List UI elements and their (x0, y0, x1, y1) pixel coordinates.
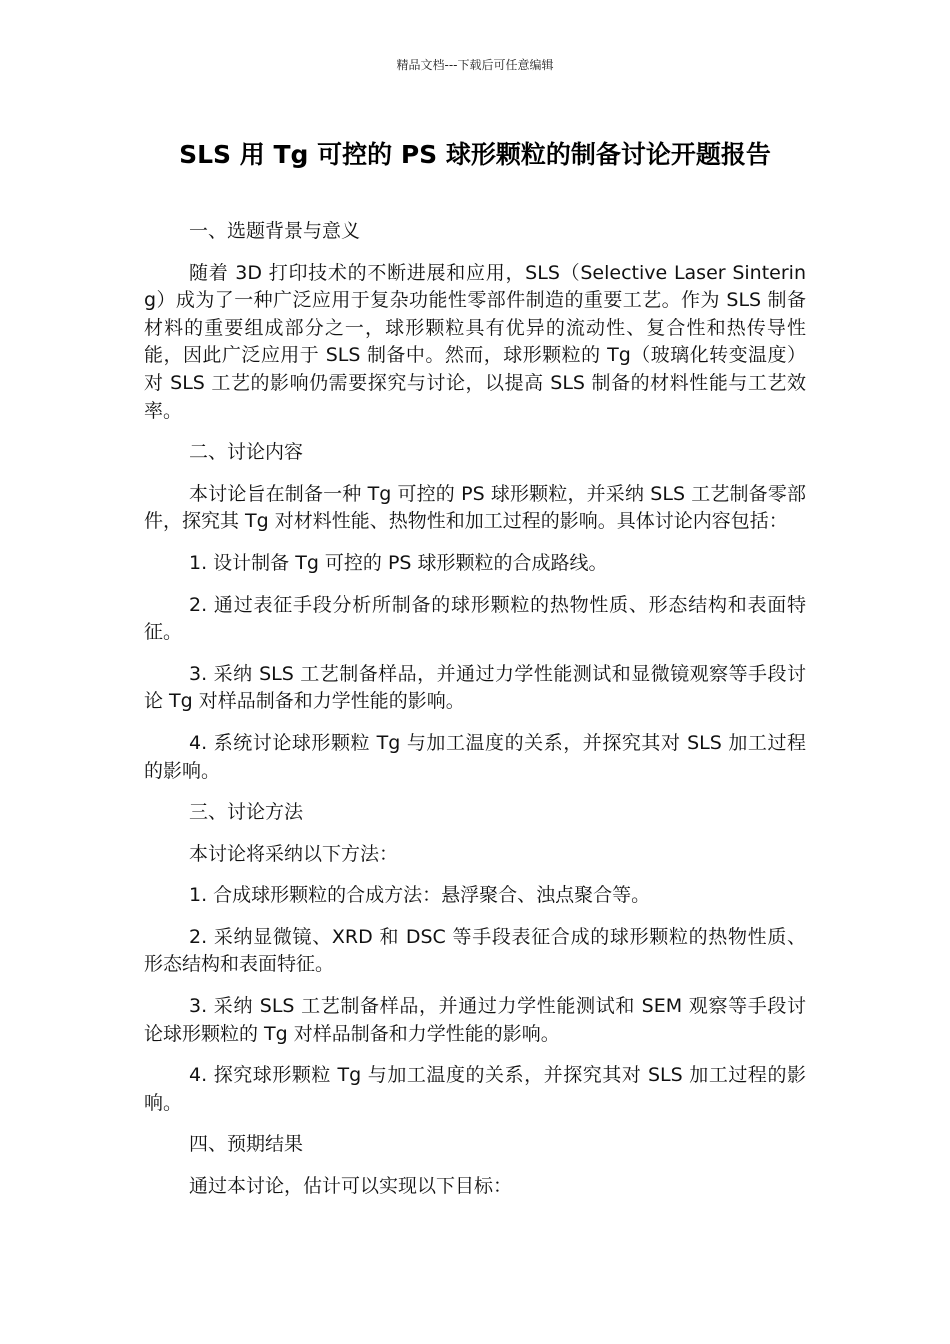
header-note: 精品文档---下载后可任意编辑 (396, 58, 554, 72)
section-heading-content: 二、讨论内容 (189, 441, 304, 464)
list-item-content-1: 1. 设计制备 Tg 可控的 PS 球形颗粒的合成路线。 (189, 551, 608, 574)
list-item-content-4: 4. 系统讨论球形颗粒 Tg 与加工温度的关系，并探究其对 SLS 加工过程的影响。 (144, 731, 806, 782)
list-item-methods-1: 1. 合成球形颗粒的合成方法：悬浮聚合、浊点聚合等。 (189, 884, 651, 907)
document-body (144, 218, 806, 1215)
paragraph-background: 随着 3D 打印技术的不断进展和应用，SLS（Selective Laser Sintering）成为了一种广泛应用于复杂功能性零部件制造的重要工艺。作为 SLS 制备材料的重要组成部分之一，球形颗粒具有优异的流动性、复合性和热传导性能，因此广泛应用于 SLS 制备中。然而，球形颗粒的 Tg（玻璃化转变温度）对 SLS 工艺的影响仍需要探究与讨论，以提高 SLS 制备的材料性能与工艺效率。 (144, 261, 806, 422)
list-item-content-2: 2. 通过表征手段分析所制备的球形颗粒的热物性质、形态结构和表面特征。 (144, 593, 806, 644)
list-item-content-3: 3. 采纳 SLS 工艺制备样品，并通过力学性能测试和显微镜观察等手段讨论 Tg 对样品制备和力学性能的影响。 (144, 662, 806, 713)
list-item-methods-4: 4. 探究球形颗粒 Tg 与加工温度的关系，并探究其对 SLS 加工过程的影响。 (144, 1064, 806, 1114)
document-title: SLS 用 Tg 可控的 PS 球形颗粒的制备讨论开题报告 (179, 140, 771, 169)
list-item-methods-3: 3. 采纳 SLS 工艺制备样品，并通过力学性能测试和 SEM 观察等手段讨论球形颗粒的 Tg 对样品制备和力学性能的影响。 (144, 995, 806, 1045)
paragraph-content-intro: 本讨论旨在制备一种 Tg 可控的 PS 球形颗粒，并采纳 SLS 工艺制备零部件，探究其 Tg 对材料性能、热物性和加工过程的影响。具体讨论内容包括： (144, 482, 806, 533)
section-heading-methods: 三、讨论方法 (189, 801, 304, 824)
list-item-methods-2: 2. 采纳显微镜、XRD 和 DSC 等手段表征合成的球形颗粒的热物性质、形态结构和表面特征。 (144, 925, 806, 976)
section-heading-background: 一、选题背景与意义 (189, 220, 361, 242)
paragraph-methods-intro: 本讨论将采纳以下方法： (189, 842, 399, 865)
paragraph-expected-results-intro: 通过本讨论，估计可以实现以下目标： (189, 1175, 513, 1198)
section-heading-expected-results: 四、预期结果 (189, 1133, 304, 1156)
